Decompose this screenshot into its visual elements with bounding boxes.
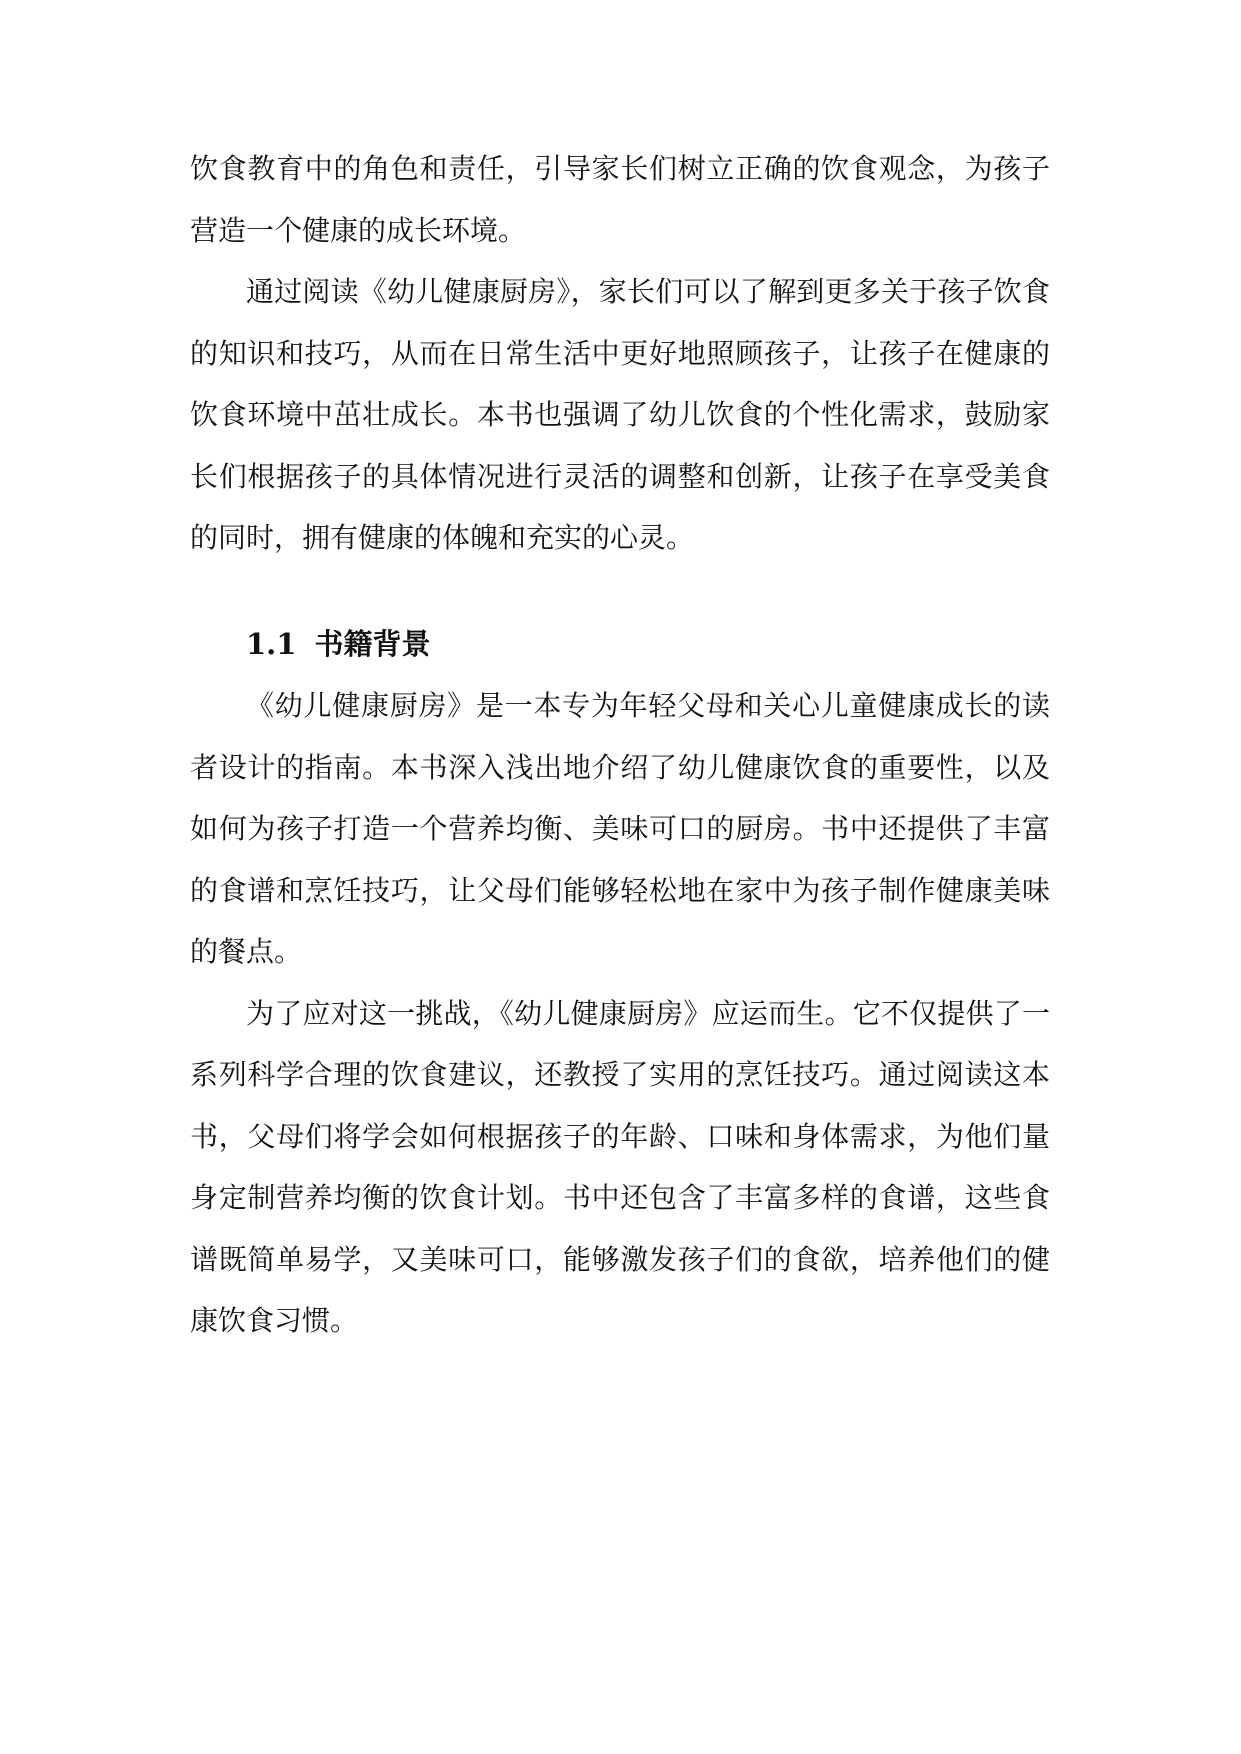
paragraph-book-intro: 《幼儿健康厨房》是一本专为年轻父母和关心儿童健康成长的读者设计的指南。本书深入浅出地介绍了幼儿健康饮食的重要性，以及如何为孩子打造一个营养均衡、美味可口的厨房。书中还提供了丰富的食谱和烹饪技巧，让父母们能够轻松地在家中为孩子制作健康美味的餐点。 (190, 689, 1050, 968)
section-number: 1.1 (246, 626, 297, 661)
paragraph-reading-benefits: 通过阅读《幼儿健康厨房》，家长们可以了解到更多关于孩子饮食的知识和技巧，从而在日常生活中更好地照顾孩子，让孩子在健康的饮食环境中茁壮成长。本书也强调了幼儿饮食的个性化需求，鼓励家长们根据孩子的具体情况进行灵活的调整和创新，让孩子在享受美食的同时，拥有健康的体魄和充实的心灵。 (190, 275, 1050, 554)
document-body (190, 138, 1050, 1352)
section-heading (190, 614, 1050, 676)
paragraph-continued: 饮食教育中的角色和责任，引导家长们树立正确的饮食观念，为孩子营造一个健康的成长环境。 (190, 152, 1050, 247)
section-title: 书籍背景 (314, 626, 431, 661)
paragraph-challenge: 为了应对这一挑战，《幼儿健康厨房》应运而生。它不仅提供了一系列科学合理的饮食建议，还教授了实用的烹饪技巧。通过阅读这本书，父母们将学会如何根据孩子的年龄、口味和身体需求，为他们量身定制营养均衡的饮食计划。书中还包含了丰富多样的食谱，这些食谱既简单易学，又美味可口，能够激发孩子们的食欲，培养他们的健康饮食习惯。 (190, 996, 1050, 1337)
